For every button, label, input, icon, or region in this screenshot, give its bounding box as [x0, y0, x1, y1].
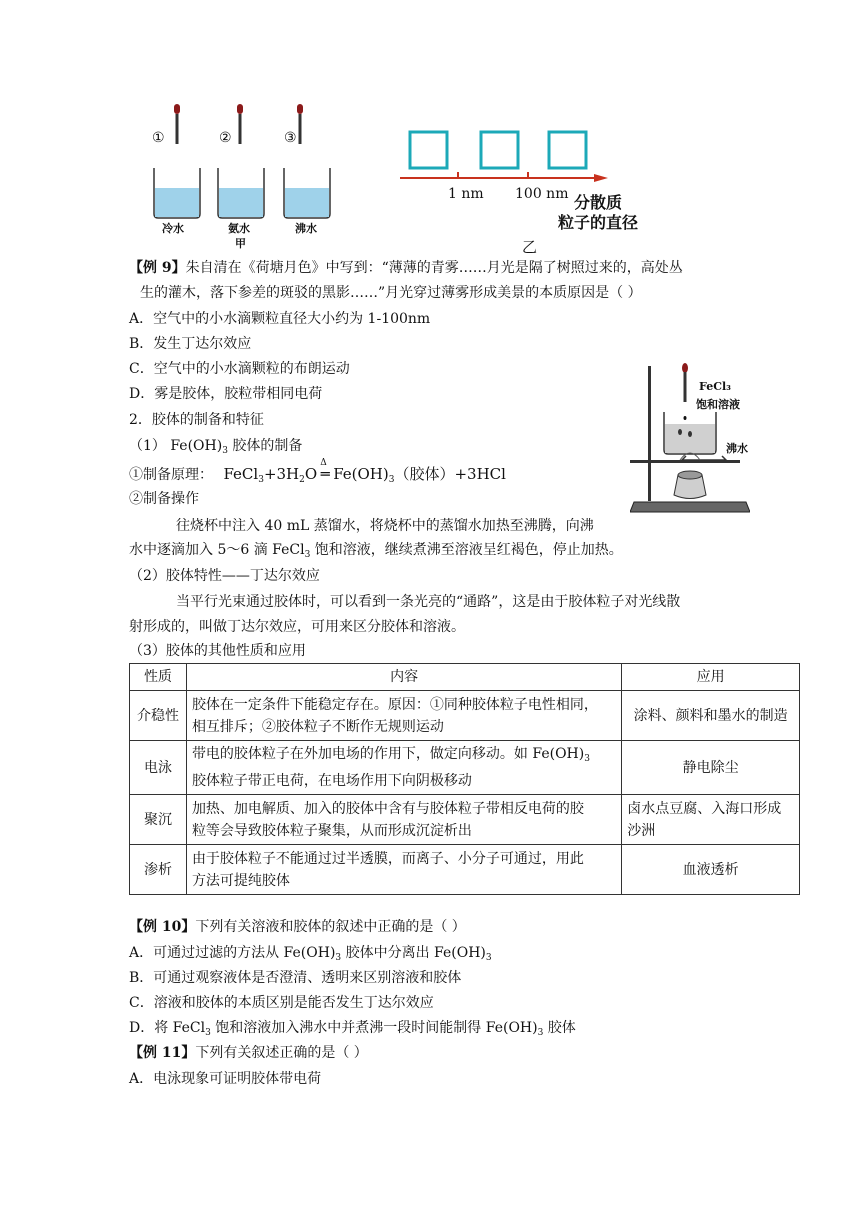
axis-label-1: 分散质	[574, 193, 623, 212]
beaker-3	[284, 104, 330, 218]
op-label: ②制备操作	[129, 491, 199, 507]
axis-label-2: 粒子的直径	[558, 213, 639, 232]
ex10-option-d: D．将 FeCl$_3$ 饱和溶液加入沸水中并煮沸一段时间能制得 $Fe(OH)_3$ 胶体	[129, 1020, 576, 1038]
cell-app: 涂料、颜料和墨水的制造	[622, 691, 800, 741]
sub1-text-a: （1） Fe(OH)	[129, 438, 223, 454]
table-row	[130, 795, 800, 845]
cell-prop: 渗析	[130, 845, 187, 895]
tick-100nm: 100 nm	[515, 186, 569, 202]
sec2-sub3: （3）胶体的其他性质和应用	[129, 643, 306, 659]
ex9-stem-text: 朱自清在《荷塘月色》中写到：“薄薄的青雾……月光是隔了树照过来的，高处丛	[185, 260, 683, 276]
water-label: 沸水	[726, 442, 748, 455]
reagent-label-2: 饱和溶液	[696, 398, 740, 411]
sec2-title: 2．胶体的制备和特征	[129, 412, 264, 428]
principle-line	[129, 458, 506, 490]
beaker-label-1: 冷水	[162, 222, 184, 235]
table-header-row	[130, 664, 800, 691]
label-2: ②	[219, 130, 232, 146]
ex9-stem-1	[129, 258, 683, 278]
label-3: ③	[284, 130, 297, 146]
ex10-tag: 【例 10】	[129, 919, 196, 935]
cell-app: 血液透析	[622, 845, 800, 895]
beaker-2	[218, 104, 264, 218]
ex11-option-a: A．电泳现象可证明胶体带电荷	[129, 1071, 322, 1087]
cell-app: 卤水点豆腐、入海口形成沙洲	[622, 795, 800, 845]
tyndall-text-2: 射形成的，叫做丁达尔效应，可用来区分胶体和溶液。	[129, 619, 465, 635]
cell-content: 由于胶体粒子不能通过过半透膜，而离子、小分子可通过，用此 方法可提纯胶体	[186, 845, 621, 895]
reaction-equation: $FeCl_3+3H_2O$ Δ ═ $Fe(OH)_3$（胶体）+3HCl	[223, 458, 506, 485]
header-prop: 性质	[130, 664, 187, 691]
ex11-stem: 【例 11】下列有关叙述正确的是（ ）	[129, 1045, 368, 1061]
ex11-tag: 【例 11】	[129, 1045, 196, 1061]
label-1: ①	[152, 130, 165, 146]
table-row	[130, 691, 800, 741]
op-text-2: 水中逐滴加入 5～6 滴 FeCl$_3$ 饱和溶液，继续煮沸至溶液呈红褐色，停止加热。	[129, 542, 623, 560]
ex9-tag: 【例 9】	[129, 260, 186, 276]
figure-a-caption: 甲	[235, 237, 246, 250]
cell-content: 带电的胶体粒子在外加电场的作用下，做定向移动。如 $Fe(OH)_3$ 胶体粒子带正电荷，在电场作用下向阴极移动	[186, 741, 621, 795]
cell-prop: 电泳	[130, 741, 187, 795]
beaker-label-3: 沸水	[295, 222, 317, 235]
colloid-properties-table	[129, 663, 800, 895]
tyndall-text-1: 当平行光束通过胶体时，可以看到一条光亮的“通路”，这是由于胶体粒子对光线散	[176, 594, 681, 610]
ex10-option-c: C．溶液和胶体的本质区别是能否发生丁达尔效应	[129, 995, 434, 1011]
ex9-option-b: B．发生丁达尔效应	[129, 336, 252, 352]
cell-prop: 聚沉	[130, 795, 187, 845]
header-content: 内容	[186, 664, 621, 691]
ex10-option-b: B．可通过观察液体是否澄清、透明来区别溶液和胶体	[129, 970, 462, 986]
op-text-1: 往烧杯中注入 40 mL 蒸馏水，将烧杯中的蒸馏水加热至沸腾，向沸	[176, 518, 594, 534]
sec2-sub2: （2）胶体特性——丁达尔效应	[129, 568, 320, 584]
reagent-label-1: FeCl₃	[699, 380, 731, 393]
sub1-sub: 3	[222, 446, 228, 456]
table-row	[130, 845, 800, 895]
sub1-text-b: 胶体的制备	[227, 438, 303, 454]
ex10-option-a: A．可通过过滤的方法从 $Fe(OH)_3$ 胶体中分离出 $Fe(OH)_3$	[129, 945, 492, 963]
beaker-label-2: 氨水	[228, 222, 250, 235]
header-app: 应用	[622, 664, 800, 691]
cell-prop: 介稳性	[130, 691, 187, 741]
ex10-stem: 【例 10】下列有关溶液和胶体的叙述中正确的是（ ）	[129, 919, 466, 935]
ex9-option-d: D．雾是胶体，胶粒带相同电荷	[129, 386, 323, 402]
sec2-sub1	[129, 436, 302, 461]
beaker-1	[154, 104, 200, 218]
scale-arrow	[594, 172, 610, 184]
principle-label: ①制备原理：	[129, 467, 213, 483]
figure-b-caption: 乙	[522, 238, 538, 256]
figure-scale	[400, 126, 600, 186]
tick-1nm: 1 nm	[448, 186, 484, 202]
ex9-option-a: A．空气中的小水滴颗粒直径大小约为 1-100nm	[129, 311, 431, 327]
equilibrium-sign: Δ ═	[320, 458, 330, 483]
ex9-option-c: C．空气中的小水滴颗粒的布朗运动	[129, 361, 350, 377]
cell-content: 加热、加电解质、加入的胶体中含有与胶体粒子带相反电荷的胶 粒等会导致胶体粒子聚集，从而形成沉淀析出	[186, 795, 621, 845]
cell-app: 静电除尘	[622, 741, 800, 795]
table-row	[130, 741, 800, 795]
ex9-stem-2: 生的灌木，落下参差的斑驳的黑影……”月光穿过薄雾形成美景的本质原因是（ ）	[140, 285, 642, 301]
cell-content: 胶体在一定条件下能稳定存在。原因：①同种胶体粒子电性相同， 相互排斥；②胶体粒子不断作无规则运动	[186, 691, 621, 741]
